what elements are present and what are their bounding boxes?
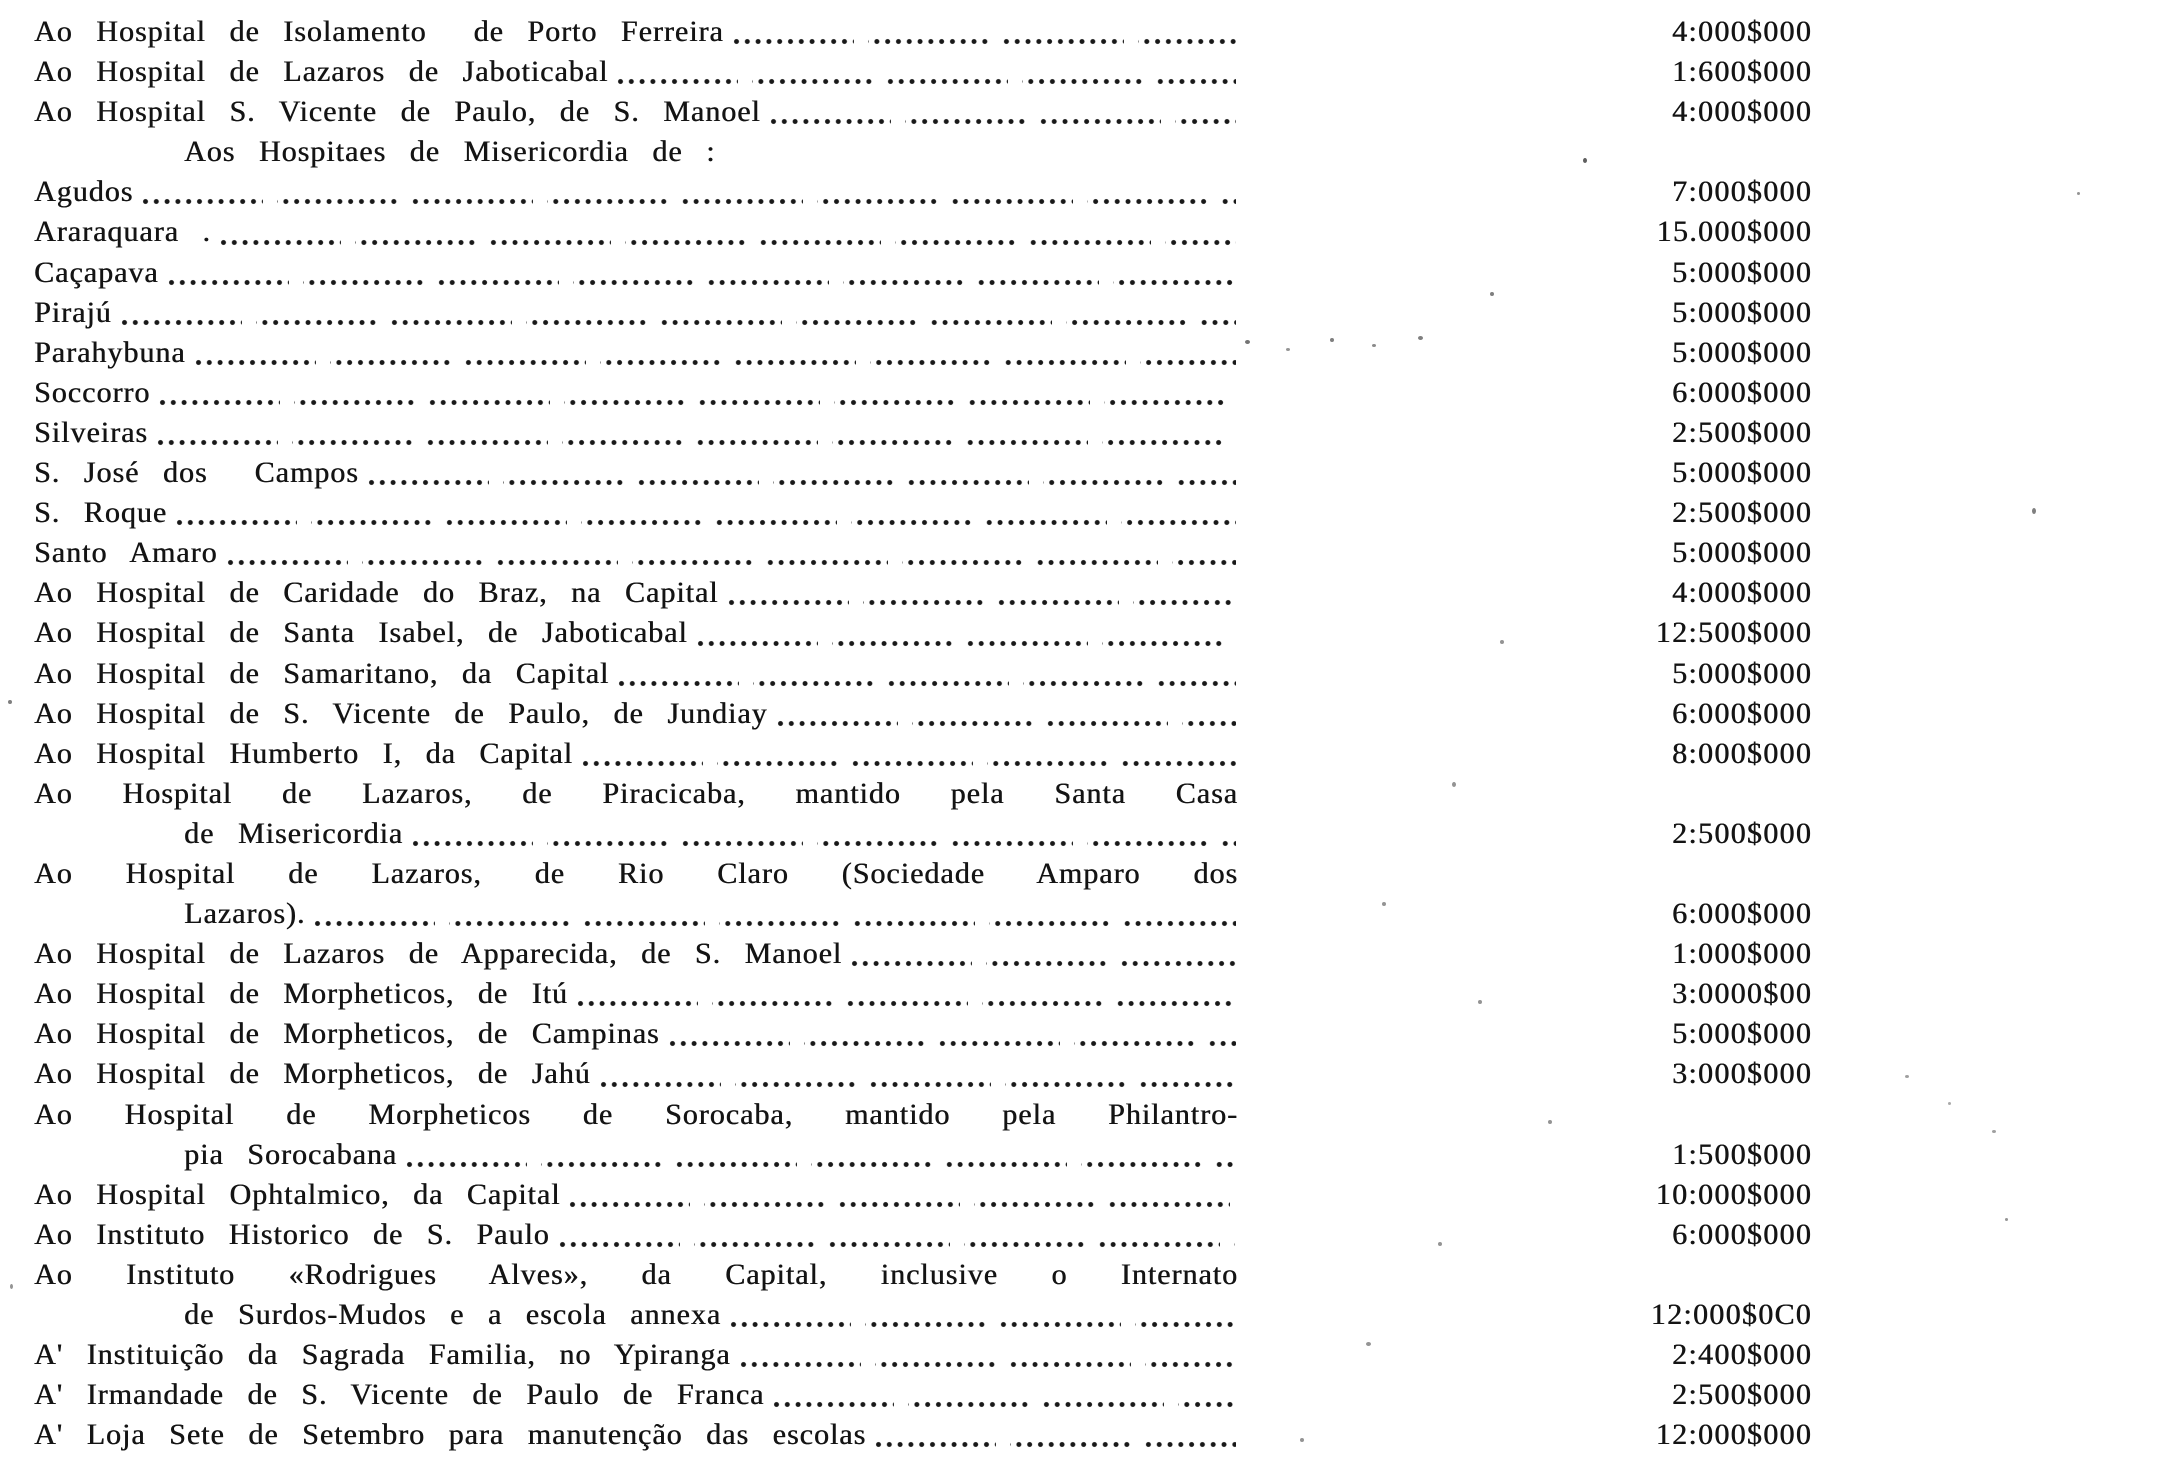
entry-label: Pirajú <box>34 295 112 329</box>
ledger-row <box>34 814 1812 854</box>
entry-label: Ao Hospital de S. Vicente de Paulo, de Jundiay <box>34 696 768 730</box>
ledger-row-label-cell <box>34 1095 1238 1135</box>
entry-label: A' Loja Sete de Setembro para manutenção das escolas <box>34 1418 867 1452</box>
ledger-row-label-cell <box>34 413 1238 453</box>
dot-leader <box>142 197 1236 206</box>
entry-label: Ao Hospital de Isolamento de Porto Ferreira <box>34 15 724 48</box>
entry-label: Ao Hospital de Morpheticos, de Jahú <box>34 1057 591 1091</box>
ledger-row <box>34 694 1812 734</box>
ledger-row <box>34 12 1812 52</box>
ledger-row-label-cell <box>34 894 1238 934</box>
ledger-row-label-cell <box>34 333 1238 373</box>
entry-label: Ao Hospital Ophtalmico, da Capital <box>34 1177 561 1211</box>
entry-amount: 4:000$000 <box>1671 95 1812 129</box>
ledger-row-label-cell <box>34 12 1238 52</box>
dot-leader <box>577 999 1236 1008</box>
dot-leader <box>121 318 1236 327</box>
ledger-rows-container <box>34 12 1812 1455</box>
entry-label: Ao Hospital de Caridade do Braz, na Capital <box>34 576 719 610</box>
entry-label: Ao Hospital de Lazaros, de Piracicaba, mantido pela Santa Casa <box>34 776 1238 810</box>
scan-noise-speck <box>2005 1218 2008 1221</box>
scan-noise-speck <box>1452 782 1456 787</box>
dot-leader <box>730 1320 1236 1329</box>
entry-amount: 5:000$000 <box>1671 1017 1812 1051</box>
entry-amount: 6:000$000 <box>1671 696 1812 730</box>
ledger-row <box>34 1175 1812 1215</box>
scan-noise-speck <box>1948 1102 1951 1105</box>
ledger-row <box>34 734 1812 774</box>
ledger-row <box>34 413 1812 453</box>
scan-noise-speck <box>1300 1438 1304 1442</box>
entry-label: Ao Hospital de Lazaros, de Rio Claro (Sociedade Amparo dos <box>34 856 1238 890</box>
entry-amount: 1:600$000 <box>1671 55 1812 89</box>
entry-amount: 6:000$000 <box>1671 897 1812 931</box>
ledger-row-label-cell <box>34 854 1238 894</box>
entry-amount: 4:000$000 <box>1671 576 1812 610</box>
dot-leader <box>770 117 1236 126</box>
entry-label: Ao Instituto Historico de S. Paulo <box>34 1217 550 1251</box>
entry-label: A' Irmandade de S. Vicente de Paulo de Franca <box>34 1378 765 1412</box>
ledger-row-label-cell <box>34 1054 1238 1094</box>
ledger-row <box>34 92 1812 132</box>
entry-label: Ao Hospital de Lazaros de Jaboticabal <box>34 55 609 89</box>
entry-label: S. Roque <box>34 496 168 530</box>
ledger-row <box>34 774 1812 814</box>
ledger-row-label-cell <box>34 1375 1238 1415</box>
dot-leader <box>157 438 1236 447</box>
ledger-row <box>34 132 1812 172</box>
entry-amount: 1:500$000 <box>1671 1137 1812 1171</box>
ledger-row <box>34 654 1812 694</box>
ledger-row <box>34 52 1812 92</box>
entry-amount: 5:000$000 <box>1671 656 1812 690</box>
entry-label: Ao Hospital de Morpheticos, de Itú <box>34 977 568 1011</box>
dot-leader <box>314 919 1236 928</box>
ledger-row <box>34 1375 1812 1415</box>
ledger-row <box>34 172 1812 212</box>
scan-noise-speck <box>1992 1130 1996 1133</box>
ledger-row-label-cell <box>34 212 1238 252</box>
entry-amount: 3:000$000 <box>1671 1057 1812 1091</box>
ledger-row-label-cell <box>34 613 1238 653</box>
scan-noise-speck <box>1372 344 1376 347</box>
ledger-row-label-cell <box>34 132 1238 172</box>
entry-amount: 5:000$000 <box>1671 335 1812 369</box>
entry-label: A' Instituição da Sagrada Familia, no Ypiranga <box>34 1338 731 1372</box>
ledger-row-label-cell <box>34 654 1238 694</box>
entry-amount: 6:000$000 <box>1671 375 1812 409</box>
dot-leader <box>618 679 1236 688</box>
entry-label: de Surdos-Mudos e a escola annexa <box>184 1298 722 1331</box>
scan-noise-speck <box>1905 1075 1909 1078</box>
entry-label: pia Sorocabana <box>184 1137 398 1171</box>
ledger-row <box>34 1095 1812 1135</box>
ledger-row-label-cell <box>34 814 1238 854</box>
ledger-row-label-cell <box>34 1295 1238 1335</box>
dot-leader <box>227 558 1237 567</box>
dot-leader <box>582 759 1236 768</box>
ledger-row <box>34 974 1812 1014</box>
dot-leader <box>569 1200 1236 1209</box>
dot-leader <box>875 1440 1236 1449</box>
scan-noise-speck <box>1366 1342 1371 1346</box>
entry-amount: 2:500$000 <box>1671 816 1812 850</box>
scan-noise-speck <box>2032 508 2036 514</box>
entry-amount: 12:000$000 <box>1655 1418 1812 1452</box>
entry-amount: 5:000$000 <box>1671 295 1812 329</box>
dot-leader <box>773 1400 1236 1409</box>
ledger-row <box>34 934 1812 974</box>
scan-noise-speck <box>1418 336 1423 340</box>
ledger-row-label-cell <box>34 373 1238 413</box>
ledger-row-label-cell <box>34 92 1238 132</box>
ledger-row-label-cell <box>34 1135 1238 1175</box>
ledger-row-label-cell <box>34 172 1238 212</box>
ledger-row-label-cell <box>34 1415 1238 1455</box>
ledger-row <box>34 894 1812 934</box>
entry-label: Aos Hospitaes de Misericordia de : <box>184 135 716 169</box>
scan-noise-speck <box>10 1284 13 1289</box>
scan-noise-speck <box>1286 348 1290 351</box>
scan-noise-speck <box>1382 902 1386 906</box>
dot-leader <box>559 1240 1236 1249</box>
entry-amount: 6:000$000 <box>1671 1217 1812 1251</box>
dot-leader <box>600 1080 1236 1089</box>
dot-leader <box>195 358 1236 367</box>
scan-noise-speck <box>1500 640 1504 644</box>
ledger-row <box>34 293 1812 333</box>
ledger-row-label-cell <box>34 453 1238 493</box>
dot-leader <box>406 1160 1236 1169</box>
entry-label: Ao Hospital Humberto I, da Capital <box>34 736 573 770</box>
ledger-row <box>34 333 1812 373</box>
scan-noise-speck <box>1330 338 1334 342</box>
entry-label: Ao Instituto «Rodrigues Alves», da Capital, inclusive o Internato <box>34 1257 1238 1291</box>
dot-leader <box>669 1039 1236 1048</box>
entry-amount: 12:000$0C0 <box>1650 1298 1812 1331</box>
ledger-row <box>34 1415 1812 1455</box>
entry-amount: 1:000$000 <box>1671 937 1812 971</box>
ledger-row-label-cell <box>34 573 1238 613</box>
ledger-row <box>34 373 1812 413</box>
entry-label: de Misericordia <box>184 816 404 850</box>
ledger-row-label-cell <box>34 974 1238 1014</box>
ledger-row <box>34 613 1812 653</box>
ledger-row <box>34 1215 1812 1255</box>
ledger-row <box>34 1014 1812 1054</box>
entry-label: Araraquara . <box>34 215 211 249</box>
ledger-row-label-cell <box>34 1335 1238 1375</box>
ledger-row <box>34 1295 1812 1335</box>
dot-leader <box>176 518 1236 527</box>
ledger-row-label-cell <box>34 52 1238 92</box>
scan-noise-speck <box>1245 340 1250 344</box>
entry-amount: 12:500$000 <box>1655 616 1812 650</box>
entry-label: Caçapava <box>34 255 159 289</box>
ledger-row-label-cell <box>34 1215 1238 1255</box>
entry-label: Ao Hospital de Morpheticos de Sorocaba, mantido pela Philantro- <box>34 1097 1238 1131</box>
entry-amount: 5:000$000 <box>1671 536 1812 570</box>
ledger-row <box>34 854 1812 894</box>
entry-amount: 5:000$000 <box>1671 456 1812 490</box>
ledger-row-label-cell <box>34 1014 1238 1054</box>
dot-leader <box>697 639 1236 648</box>
ledger-row <box>34 453 1812 493</box>
entry-label: Silveiras <box>34 415 148 449</box>
entry-label: Lazaros). <box>184 897 306 931</box>
dot-leader <box>777 719 1236 728</box>
entry-label: Ao Hospital de Morpheticos, de Campinas <box>34 1017 660 1051</box>
ledger-row-label-cell <box>34 774 1238 814</box>
ledger-row <box>34 1255 1812 1295</box>
entry-label: Ao Hospital de Santa Isabel, de Jaboticabal <box>34 616 688 650</box>
scan-noise-speck <box>1490 292 1494 296</box>
entry-label: Ao Hospital de Lazaros de Apparecida, de S. Manoel <box>34 937 843 971</box>
scan-noise-speck <box>1583 158 1587 163</box>
ledger-row-label-cell <box>34 734 1238 774</box>
ledger-row <box>34 212 1812 252</box>
dot-leader <box>412 839 1236 848</box>
ledger-row-label-cell <box>34 934 1238 974</box>
ledger-row <box>34 493 1812 533</box>
ledger-row-label-cell <box>34 1175 1238 1215</box>
dot-leader <box>617 77 1236 86</box>
scan-noise-speck <box>8 700 12 704</box>
ledger-row-label-cell <box>34 253 1238 293</box>
entry-label: Soccorro <box>34 375 151 409</box>
ledger-row <box>34 1054 1812 1094</box>
dot-leader <box>368 478 1236 487</box>
entry-amount: 8:000$000 <box>1671 736 1812 770</box>
entry-label: Ao Hospital S. Vicente de Paulo, de S. Manoel <box>34 95 761 129</box>
ledger-row-label-cell <box>34 694 1238 734</box>
entry-amount: 15.000$000 <box>1656 215 1812 249</box>
entry-label: Parahybuna <box>34 335 186 369</box>
ledger-row-label-cell <box>34 1255 1238 1295</box>
ledger-row <box>34 573 1812 613</box>
entry-label: Agudos <box>34 175 134 209</box>
entry-amount: 2:400$000 <box>1671 1338 1812 1372</box>
entry-label: Santo Amaro <box>34 536 218 570</box>
ledger-row <box>34 1335 1812 1375</box>
dot-leader <box>740 1360 1236 1369</box>
dot-leader <box>168 278 1236 287</box>
ledger-row-label-cell <box>34 293 1238 333</box>
dot-leader <box>728 598 1236 607</box>
entry-amount: 2:500$000 <box>1671 496 1812 530</box>
ledger-row <box>34 1135 1812 1175</box>
dot-leader <box>733 37 1236 46</box>
ledger-row-label-cell <box>34 493 1238 533</box>
dot-leader <box>159 398 1236 407</box>
entry-label: S. José dos Campos <box>34 456 359 490</box>
entry-label: Ao Hospital de Samaritano, da Capital <box>34 656 610 690</box>
entry-amount: 2:500$000 <box>1671 1378 1812 1412</box>
entry-amount: 3:0000$00 <box>1671 977 1812 1011</box>
scan-noise-speck <box>1438 1242 1442 1246</box>
entry-amount: 2:500$000 <box>1671 415 1812 449</box>
ledger-row <box>34 533 1812 573</box>
entry-amount: 5:000$000 <box>1671 255 1812 289</box>
scan-noise-speck <box>1478 1000 1482 1004</box>
entry-amount: 7:000$000 <box>1671 175 1812 209</box>
scan-noise-speck <box>1548 1120 1552 1124</box>
ledger-row <box>34 253 1812 293</box>
dot-leader <box>220 238 1236 247</box>
dot-leader <box>851 959 1236 968</box>
ledger-row-label-cell <box>34 533 1238 573</box>
scan-noise-speck <box>2077 192 2080 195</box>
entry-amount: 10:000$000 <box>1655 1177 1812 1211</box>
entry-amount: 4:000$000 <box>1671 15 1812 48</box>
